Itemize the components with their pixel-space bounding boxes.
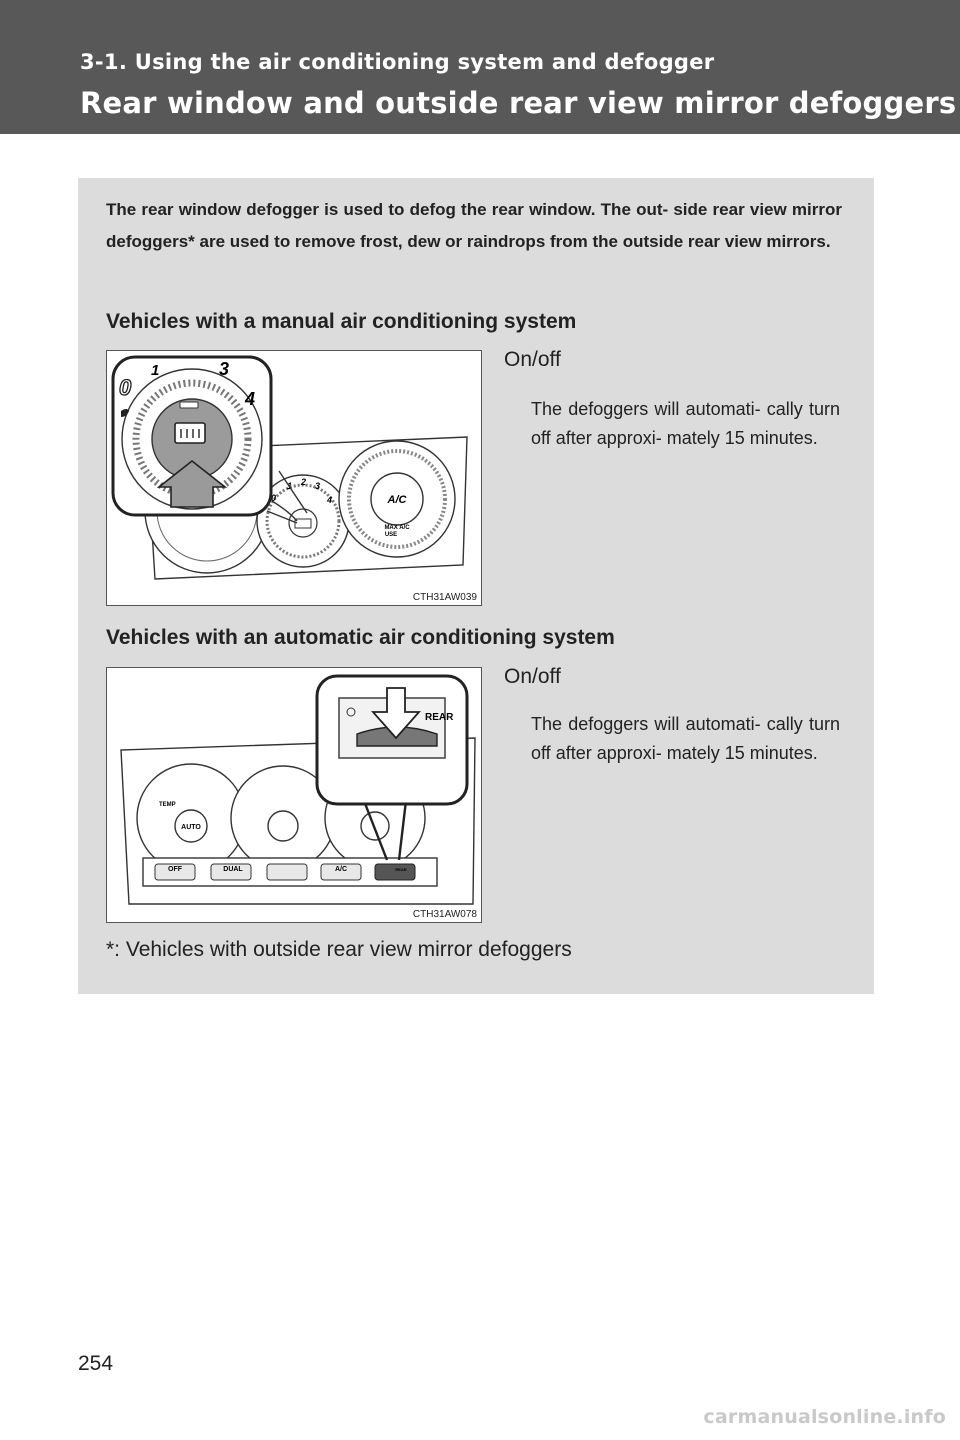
manual-ac-illustration xyxy=(107,351,483,607)
automatic-figure-code: CTH31AW078 xyxy=(412,909,477,920)
ac-button-label: A/C xyxy=(334,866,348,873)
dial-0: 0 xyxy=(119,375,132,400)
auto-label: AUTO xyxy=(181,824,201,831)
manual-ac-figure xyxy=(106,350,482,606)
max-ac-label: MAX A/C xyxy=(384,525,410,531)
use-label: USE xyxy=(384,532,398,538)
small-dial-3: 3 xyxy=(315,481,321,491)
rear-label: REAR xyxy=(425,712,454,723)
intro-paragraph: The rear window defogger is used to defog the rear window. The out- side rear view mirror defoggers* are used to remove frost, dew or raindrops from the outside rear view mirrors. xyxy=(106,200,842,251)
automatic-heading: Vehicles with an automatic air conditioning system xyxy=(106,626,615,649)
automatic-onoff-label: On/off xyxy=(504,665,561,688)
page-number: 254 xyxy=(78,1352,114,1375)
section-title: 3-1. Using the air conditioning system and defogger xyxy=(80,50,715,74)
watermark: carmanualsonline.info xyxy=(703,1406,946,1428)
automatic-note: The defoggers will automati- cally turn off after approxi- mately 15 minutes. xyxy=(531,714,840,763)
manual-note: The defoggers will automati- cally turn off after approxi- mately 15 minutes. xyxy=(531,399,840,448)
temp-label: TEMP xyxy=(159,802,176,808)
rear-small-label: REAR xyxy=(395,867,407,872)
small-dial-4: 4 xyxy=(327,495,333,505)
small-dial-2: 2 xyxy=(301,477,307,487)
manual-heading: Vehicles with a manual air conditioning system xyxy=(106,310,577,333)
off-button-label: OFF xyxy=(168,866,182,873)
dial-1: 1 xyxy=(151,362,160,379)
ac-label: A/C xyxy=(387,494,407,506)
small-dial-0: 0 xyxy=(271,493,277,503)
automatic-ac-figure xyxy=(106,667,482,923)
small-dial-1: 1 xyxy=(287,481,293,491)
manual-figure-code: CTH31AW039 xyxy=(412,592,477,603)
manual-onoff-label: On/off xyxy=(504,348,561,371)
dial-4: 4 xyxy=(245,389,256,409)
page-header xyxy=(0,0,960,134)
dial-3: 3 xyxy=(219,359,230,379)
dual-button-label: DUAL xyxy=(223,866,243,873)
page-title: Rear window and outside rear view mirror defoggers xyxy=(80,86,957,120)
footnote: *: Vehicles with outside rear view mirror defoggers xyxy=(106,938,572,961)
automatic-ac-illustration xyxy=(107,668,483,924)
